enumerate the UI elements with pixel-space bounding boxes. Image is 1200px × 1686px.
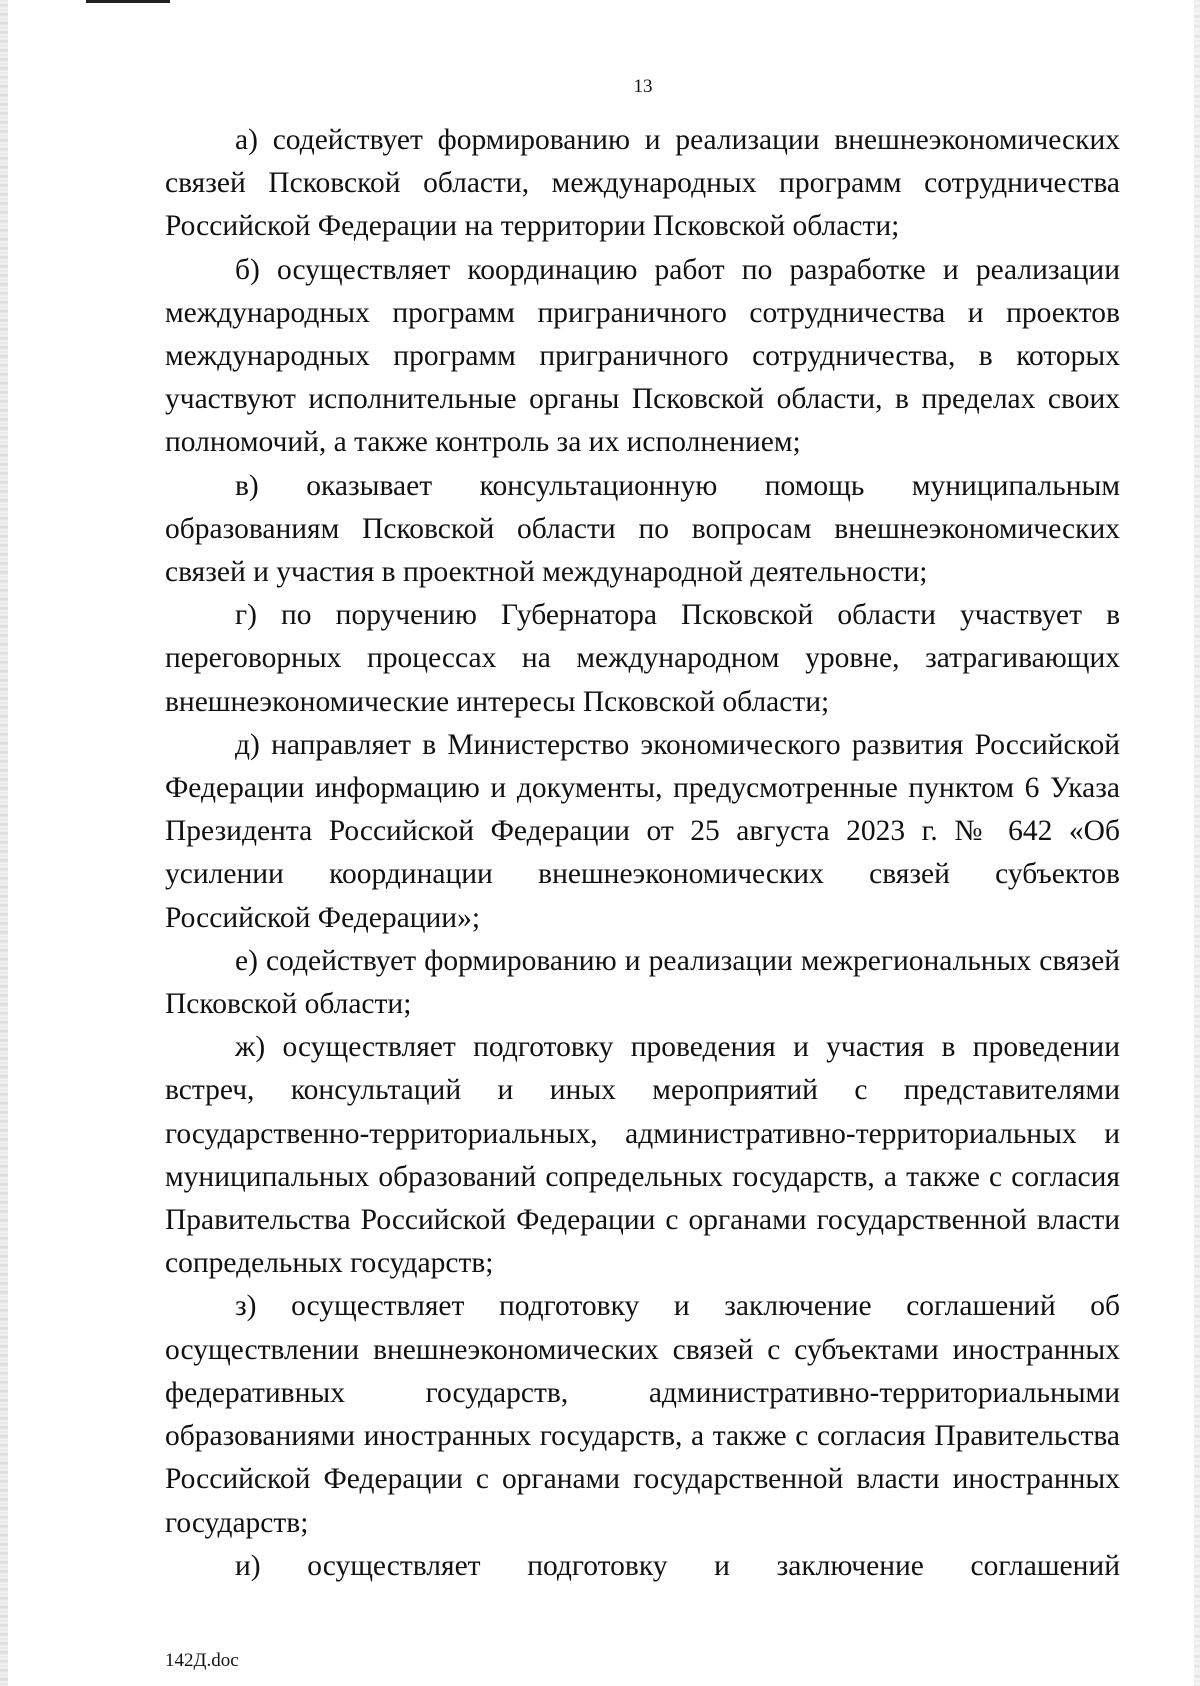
page-number: 13 (633, 76, 653, 97)
footer-filename: 142Д.doc (165, 1650, 239, 1671)
paragraph-i: и) осуществляет подготовку и заключение соглашений (235, 1549, 1120, 1582)
scan-edge-left (0, 0, 8, 1686)
scan-edge-right (1194, 0, 1200, 1686)
paragraph-zh: ж) осуществляет подготовку проведения и участия в проведении встреч, консультаций и иных мероприятий с представителями государственно-территориальных, административно-территориальных и муниципальных образований сопредельных государств, а также с согласия Правительства Российской Федерации с органами государственной власти сопредельных государств; (165, 1031, 1120, 1280)
paragraph-a: а) содействует формированию и реализации внешнеэкономических связей Псковской области, международных программ сотрудничества Российской Федерации на территории Псковской области; (165, 124, 1120, 243)
paragraph-v: в) оказывает консультационную помощь муниципальным образованиям Псковской области по вопросам внешнеэкономических связей и участия в проектной международной деятельности; (165, 469, 1120, 589)
paragraph-g: г) по поручению Губернатора Псковской области участвует в переговорных процессах на международном уровне, затрагивающих внешнеэкономические интересы Псковской области; (165, 599, 1120, 718)
paragraph-e: е) содействует формированию и реализации межрегиональных связей Псковской области; (165, 944, 1120, 1021)
header-rule (86, 0, 170, 3)
document-body (165, 119, 1120, 1588)
paragraph-b: б) осуществляет координацию работ по разработке и реализации международных программ приграничного сотрудничества и проектов международных программ приграничного сотрудничества, в которых участвуют исполнительные органы Псковской области, в пределах своих полномочий, а также контроль за их исполнением; (165, 253, 1120, 459)
paragraph-d: д) направляет в Министерство экономического развития Российской Федерации информацию и документы, предусмотренные пунктом 6 Указа Президента Российской Федерации от 25 августа 2023 г. № 642 «Об усилении координации внешнеэкономических связей субъектов Российской Федерации»; (165, 728, 1120, 934)
paragraph-z: з) осуществляет подготовку и заключение соглашений об осуществлении внешнеэкономических связей с субъектами иностранных федеративных государств, административно-территориальными образованиями иностранных государств, а также с согласия Правительства Российской Федерации с органами государственной власти иностранных государств; (165, 1290, 1120, 1539)
